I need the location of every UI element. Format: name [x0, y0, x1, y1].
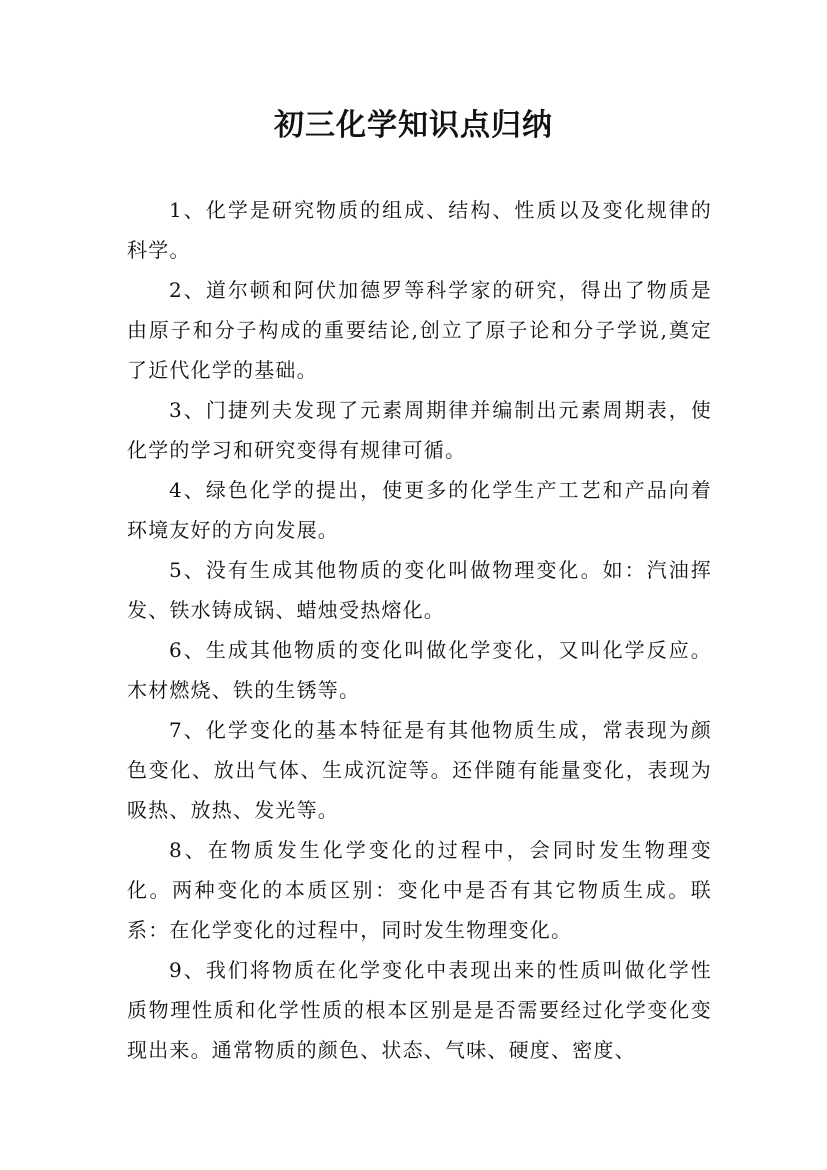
- document-title: 初三化学知识点归纳: [274, 108, 553, 143]
- paragraph-8: 8、在物质发生化学变化的过程中，会同时发生物理变化。两种变化的本质区别：变化中是否有其它物质生成。联系：在化学变化的过程中，同时发生物理变化。: [127, 838, 712, 942]
- paragraph-3: 3、门捷列夫发现了元素周期律并编制出元素周期表，使化学的学习和研究变得有规律可循。: [127, 398, 712, 462]
- paragraph-4: 4、绿色化学的提出，使更多的化学生产工艺和产品向着环境友好的方向发展。: [127, 478, 712, 542]
- paragraph-2: 2、道尔顿和阿伏加德罗等科学家的研究，得出了物质是由原子和分子构成的重要结论,创立了原子论和分子学说,奠定了近代化学的基础。: [127, 278, 712, 382]
- document-body: [127, 190, 712, 1070]
- paragraph-6: 6、生成其他物质的变化叫做化学变化，又叫化学反应。木材燃烧、铁的生锈等。: [127, 638, 712, 702]
- paragraph-5: 5、没有生成其他物质的变化叫做物理变化。如：汽油挥发、铁水铸成锅、蜡烛受热熔化。: [127, 558, 712, 622]
- paragraph-1: 1、化学是研究物质的组成、结构、性质以及变化规律的科学。: [127, 198, 712, 262]
- paragraph-7: 7、化学变化的基本特征是有其他物质生成，常表现为颜色变化、放出气体、生成沉淀等。还伴随有能量变化，表现为吸热、放热、发光等。: [127, 718, 712, 822]
- paragraph-9: 9、我们将物质在化学变化中表现出来的性质叫做化学性质物理性质和化学性质的根本区别是是否需要经过化学变化变现出来。通常物质的颜色、状态、气味、硬度、密度、: [127, 958, 712, 1062]
